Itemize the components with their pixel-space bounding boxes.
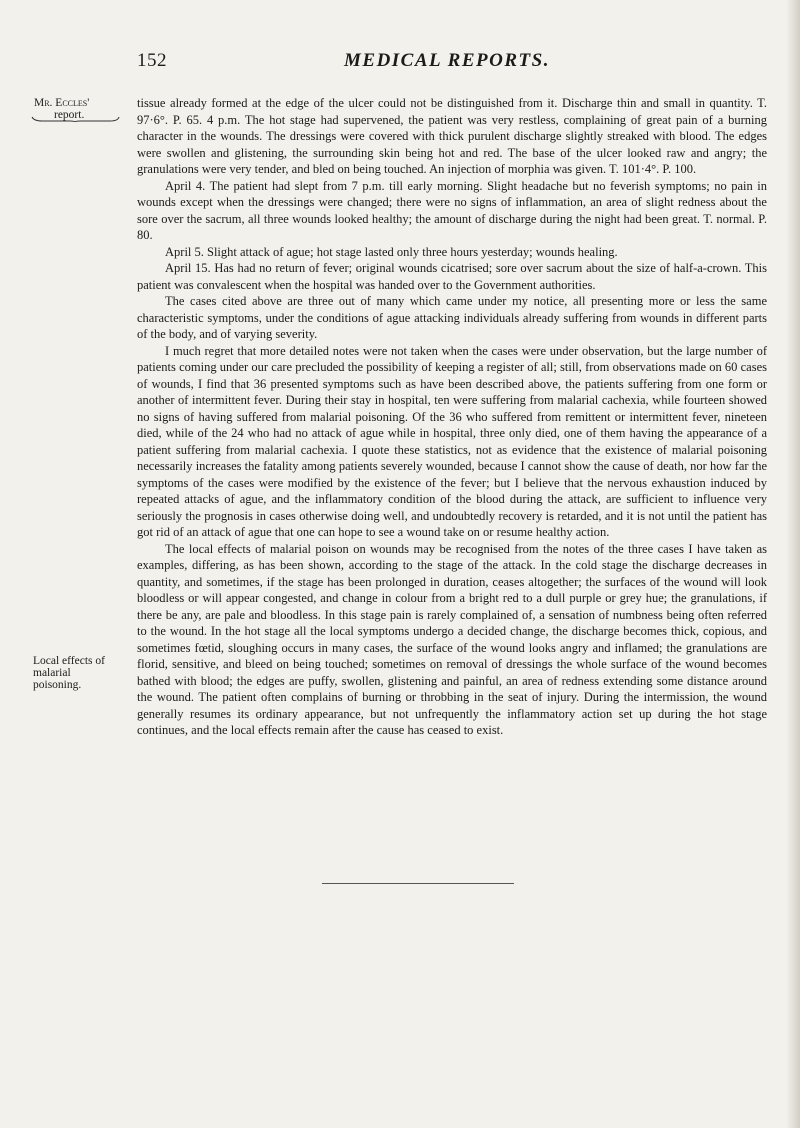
paragraph-5: The cases cited above are three out of many which came under my notice, all presenting more or less the same characteristic symptoms, under the conditions of ague attacking individuals already suffering from wounds in different parts of the body, and of varying severity. <box>137 294 767 341</box>
body-text <box>137 95 767 739</box>
running-head <box>0 50 800 80</box>
margin-note-local-line-1: Local effects of <box>33 655 105 667</box>
margin-note-author-name: Mr. Eccles' <box>34 97 90 109</box>
paragraph-3: April 5. Slight attack of ague; hot stage lasted only three hours yesterday; wounds healing. <box>165 244 618 259</box>
paragraph-6: I much regret that more detailed notes were not taken when the cases were under observation, but the large number of patients coming under our care precluded the possibility of keeping a register of all; still, from observations made on 60 cases of wounds, I find that 36 presented symptoms such as have been described above, the patients suffering from one form or another of intermittent fever. During their stay in hospital, ten were suffering from malarial cachexia, while fourteen showed no signs of having suffered from malarial poisoning. Of the 36 who suffered from remittent or intermittent fever, nineteen died, while of the 24 who had no attack of ague while in hospital, three only died, one of them having the appearance of a patient suffering from malarial cachexia. I quote these statistics, not as evidence that the existence of malarial poisoning necessarily increases the fatality among patients severely wounded, because I cannot show the cause of death, nor how far the symptoms of the cases were modified by the existence of the fever; but I believe that the nervous exhaustion induced by repeated attacks of ague, and the inflammatory condition of the blood during the attack, are sufficient to influence very seriously the prognosis in cases otherwise doing well, and undoubtedly recovery is retarded, and it is not until the patient has got rid of an attack of ague that one can hope to see a wound take on or resume healthy action. <box>137 343 767 539</box>
margin-note-local-line-2: malarial <box>33 667 71 679</box>
paragraph-2: April 4. The patient had slept from 7 p.m. till early morning. Slight headache but no feverish symptoms; no pain in wounds except when the dressings were changed; there were no signs of inflammation, an area of slight redness about the sore over the sacrum, all three wounds looked healthy; the amount of discharge during the night had been great. T. normal. P. 80. <box>137 178 767 242</box>
paragraph-4: April 15. Has had no return of fever; original wounds cicatrised; sore over sacrum about the size of half-a-crown. This patient was convalescent when the hospital was handed over to the Government authorities. <box>137 261 767 292</box>
paragraph-7: The local effects of malarial poison on wounds may be recognised from the notes of the three cases I have taken as examples, differing, as has been shown, according to the stage of the attack. In the cold stage the discharge decreases in quantity, and sometimes, if the stage has been prolonged in duration, ceases altogether; the surfaces of the wound will look bloodless or will appear congested, and change in colour from a bright red to a dull purple or grey hue; the granulations, if there be any, are pale and bloodless. In this stage pain is rarely complained of, a sensation of numbness being often referred to the wound. In the hot stage all the local symptoms undergo a decided change, the discharge becomes thick, copious, and sometimes fœtid, sloughing occurs in many cases, the surface of the wound looks angry and inflamed; the granulations are florid, sensitive, and bleed on being touched; sometimes on removal of dressings the whole surface of the wound becomes bathed with blood; the edges are puffy, swollen, glistening and painful, an area of redness extending some distance around the wound. The patient often complains of burning or throbbing in the seat of injury. During the intermission, the wound generally resumes its ordinary appearance, but not unfrequently the inflammatory action set up during the hot stage continues, and the local effects remain after the cause has ceased to exist. <box>137 541 767 737</box>
margin-note-local-effects <box>33 655 123 691</box>
margin-brace <box>30 116 120 122</box>
paragraph-1: tissue already formed at the edge of the ulcer could not be distinguished from it. Discharge thin and small in quantity. T. 97·6°. P. 65. 4 p.m. The hot stage had supervened, the patient was very restless, complaining of great pain of a burning character in the wounds. The dressings were covered with thick purulent discharge slightly streaked with blood. The edges were swollen and glistening, the surrounding skin being hot and red. The base of the ulcer looked raw and angry; the granulations were very tender, and bled on being touched. An injection of morphia was given. T. 101·4°. P. 100. <box>137 96 767 176</box>
running-title: MEDICAL REPORTS. <box>344 50 550 71</box>
margin-note-author-sub: report. <box>54 109 85 121</box>
footer-rule <box>322 883 514 884</box>
page-number: 152 <box>137 50 167 71</box>
page-edge-shade <box>786 0 800 1128</box>
margin-note-local-line-3: poisoning. <box>33 679 82 691</box>
